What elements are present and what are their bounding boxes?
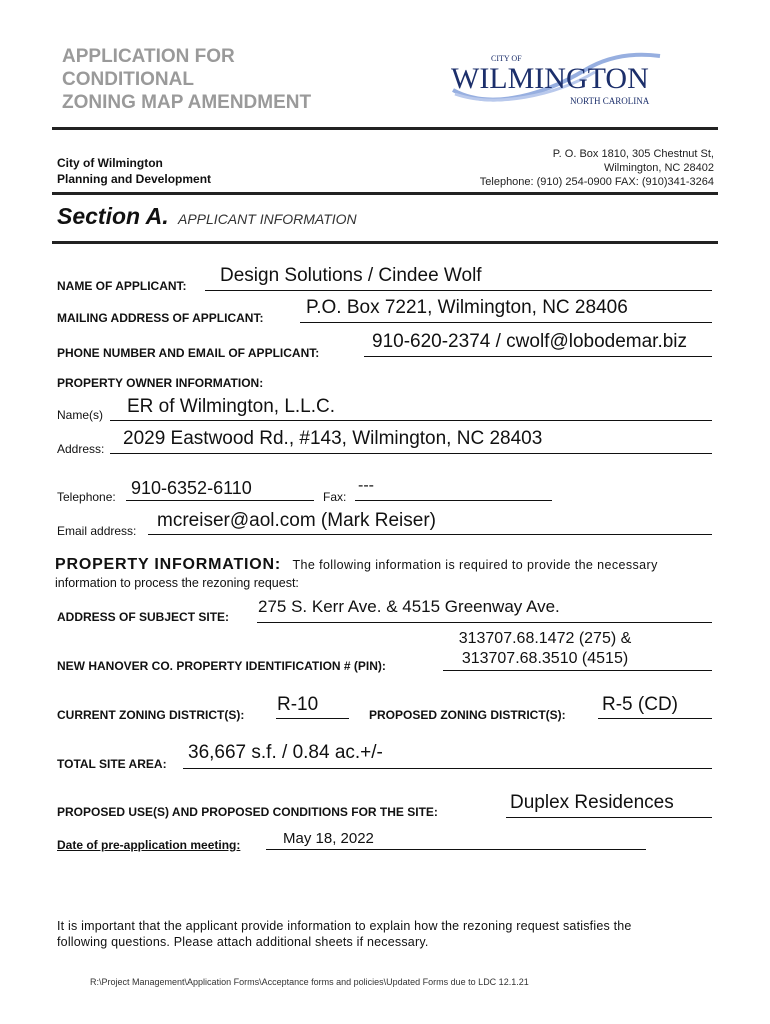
owner-address-line bbox=[110, 453, 712, 454]
pre-app-date-field[interactable]: May 18, 2022 bbox=[283, 830, 374, 847]
department bbox=[57, 155, 211, 187]
property-heading: PROPERTY INFORMATION bbox=[55, 556, 275, 573]
title-line-2: CONDITIONAL bbox=[62, 69, 194, 90]
applicant-name-field[interactable]: Design Solutions / Cindee Wolf bbox=[220, 265, 482, 286]
site-area-label: TOTAL SITE AREA: bbox=[57, 757, 167, 771]
section-subheading: APPLICANT INFORMATION bbox=[178, 211, 357, 227]
applicant-name-label: NAME OF APPLICANT: bbox=[57, 279, 187, 293]
phone-email-field[interactable]: 910-620-2374 / cwolf@lobodemar.biz bbox=[372, 331, 688, 352]
proposed-use-line bbox=[506, 817, 712, 818]
current-zoning-label: CURRENT ZONING DISTRICT(S): bbox=[57, 708, 245, 722]
title-line-3: ZONING MAP AMENDMENT bbox=[62, 92, 312, 113]
owner-telephone-label: Telephone: bbox=[57, 490, 116, 504]
phone-email-label: PHONE NUMBER AND EMAIL OF APPLICANT: bbox=[57, 346, 320, 360]
logo-city-of: CITY OF bbox=[491, 54, 522, 63]
property-intro-line2: information to process the rezoning request: bbox=[55, 576, 299, 590]
section-heading: Section A. bbox=[57, 203, 169, 229]
logo-state: NORTH CAROLINA bbox=[570, 96, 650, 106]
pin-field[interactable] bbox=[420, 629, 670, 669]
subject-site-label: ADDRESS OF SUBJECT SITE: bbox=[57, 610, 230, 624]
site-area-field[interactable]: 36,667 s.f. / 0.84 ac.+/- bbox=[188, 742, 383, 763]
pin-line-2: 313707.68.3510 (4515) bbox=[461, 650, 629, 667]
owner-telephone-line bbox=[126, 500, 314, 501]
owner-address-field[interactable]: 2029 Eastwood Rd., #143, Wilmington, NC 28403 bbox=[123, 428, 543, 449]
closing-paragraph bbox=[57, 918, 632, 950]
header-rule bbox=[52, 127, 718, 130]
current-zoning-field[interactable]: R-10 bbox=[277, 694, 319, 715]
section-top-rule bbox=[52, 192, 718, 195]
property-intro bbox=[55, 556, 717, 591]
property-heading-colon: : bbox=[274, 556, 281, 573]
office-address bbox=[480, 147, 714, 189]
addr-line-1: P. O. Box 1810, 305 Chestnut St, bbox=[552, 148, 714, 160]
closing-line-1: It is important that the applicant provide information to explain how the rezoning request satisfies the bbox=[57, 919, 632, 933]
owner-name-field[interactable]: ER of Wilmington, L.L.C. bbox=[127, 396, 336, 417]
phone-email-line bbox=[364, 356, 712, 357]
owner-email-field[interactable]: mcreiser@aol.com (Mark Reiser) bbox=[157, 510, 436, 531]
applicant-name-line bbox=[205, 290, 712, 291]
owner-fax-label: Fax: bbox=[323, 490, 347, 504]
pin-label: NEW HANOVER CO. PROPERTY IDENTIFICATION # (PIN): bbox=[57, 659, 386, 673]
pin-line-1: 313707.68.1472 (275) & bbox=[458, 630, 632, 647]
proposed-zoning-line bbox=[598, 718, 712, 719]
footer-path: R:\Project Management\Application Forms\Acceptance forms and policies\Updated Forms due to LDC 12.1.21 bbox=[90, 977, 529, 987]
pre-app-date-label: Date of pre-application meeting: bbox=[57, 838, 241, 852]
proposed-zoning-field[interactable]: R-5 (CD) bbox=[602, 694, 678, 715]
owner-email-label: Email address: bbox=[57, 524, 137, 538]
closing-line-2: following questions. Please attach additional sheets if necessary. bbox=[57, 935, 429, 949]
proposed-use-field[interactable]: Duplex Residences bbox=[510, 792, 674, 813]
addr-line-3: Telephone: (910) 254-0900 FAX: (910)341-3264 bbox=[479, 176, 714, 188]
pin-line bbox=[443, 670, 712, 671]
section-bottom-rule bbox=[52, 241, 718, 244]
dept-line-2: Planning and Development bbox=[57, 172, 212, 186]
owner-telephone-field[interactable]: 910-6352-6110 bbox=[131, 478, 252, 498]
addr-line-2: Wilmington, NC 28402 bbox=[603, 162, 714, 174]
owner-name-label: Name(s) bbox=[57, 408, 104, 422]
mailing-address-field[interactable]: P.O. Box 7221, Wilmington, NC 28406 bbox=[306, 297, 628, 318]
title-line-1: APPLICATION FOR bbox=[62, 46, 235, 67]
owner-fax-line bbox=[355, 500, 552, 501]
mailing-address-line bbox=[300, 322, 712, 323]
property-intro-text: The following information is required to provide the necessary bbox=[292, 558, 658, 572]
logo-name: WILMINGTON bbox=[451, 62, 649, 95]
subject-site-line bbox=[257, 622, 712, 623]
mailing-address-label: MAILING ADDRESS OF APPLICANT: bbox=[57, 311, 264, 325]
owner-email-line bbox=[148, 534, 712, 535]
owner-fax-field[interactable]: --- bbox=[358, 477, 374, 494]
form-title bbox=[62, 45, 392, 114]
owner-heading: PROPERTY OWNER INFORMATION: bbox=[57, 376, 264, 390]
logo-swoosh-icon bbox=[445, 50, 670, 110]
pre-app-date-line bbox=[266, 849, 646, 850]
owner-address-label: Address: bbox=[57, 442, 105, 456]
subject-site-field[interactable]: 275 S. Kerr Ave. & 4515 Greenway Ave. bbox=[258, 597, 560, 616]
proposed-use-label: PROPOSED USE(S) AND PROPOSED CONDITIONS FOR THE SITE: bbox=[57, 805, 438, 819]
proposed-zoning-label: PROPOSED ZONING DISTRICT(S): bbox=[369, 708, 566, 722]
current-zoning-line bbox=[276, 718, 349, 719]
site-area-line bbox=[183, 768, 712, 769]
owner-name-line bbox=[110, 420, 712, 421]
city-logo bbox=[445, 50, 670, 110]
dept-line-1: City of Wilmington bbox=[57, 156, 163, 170]
